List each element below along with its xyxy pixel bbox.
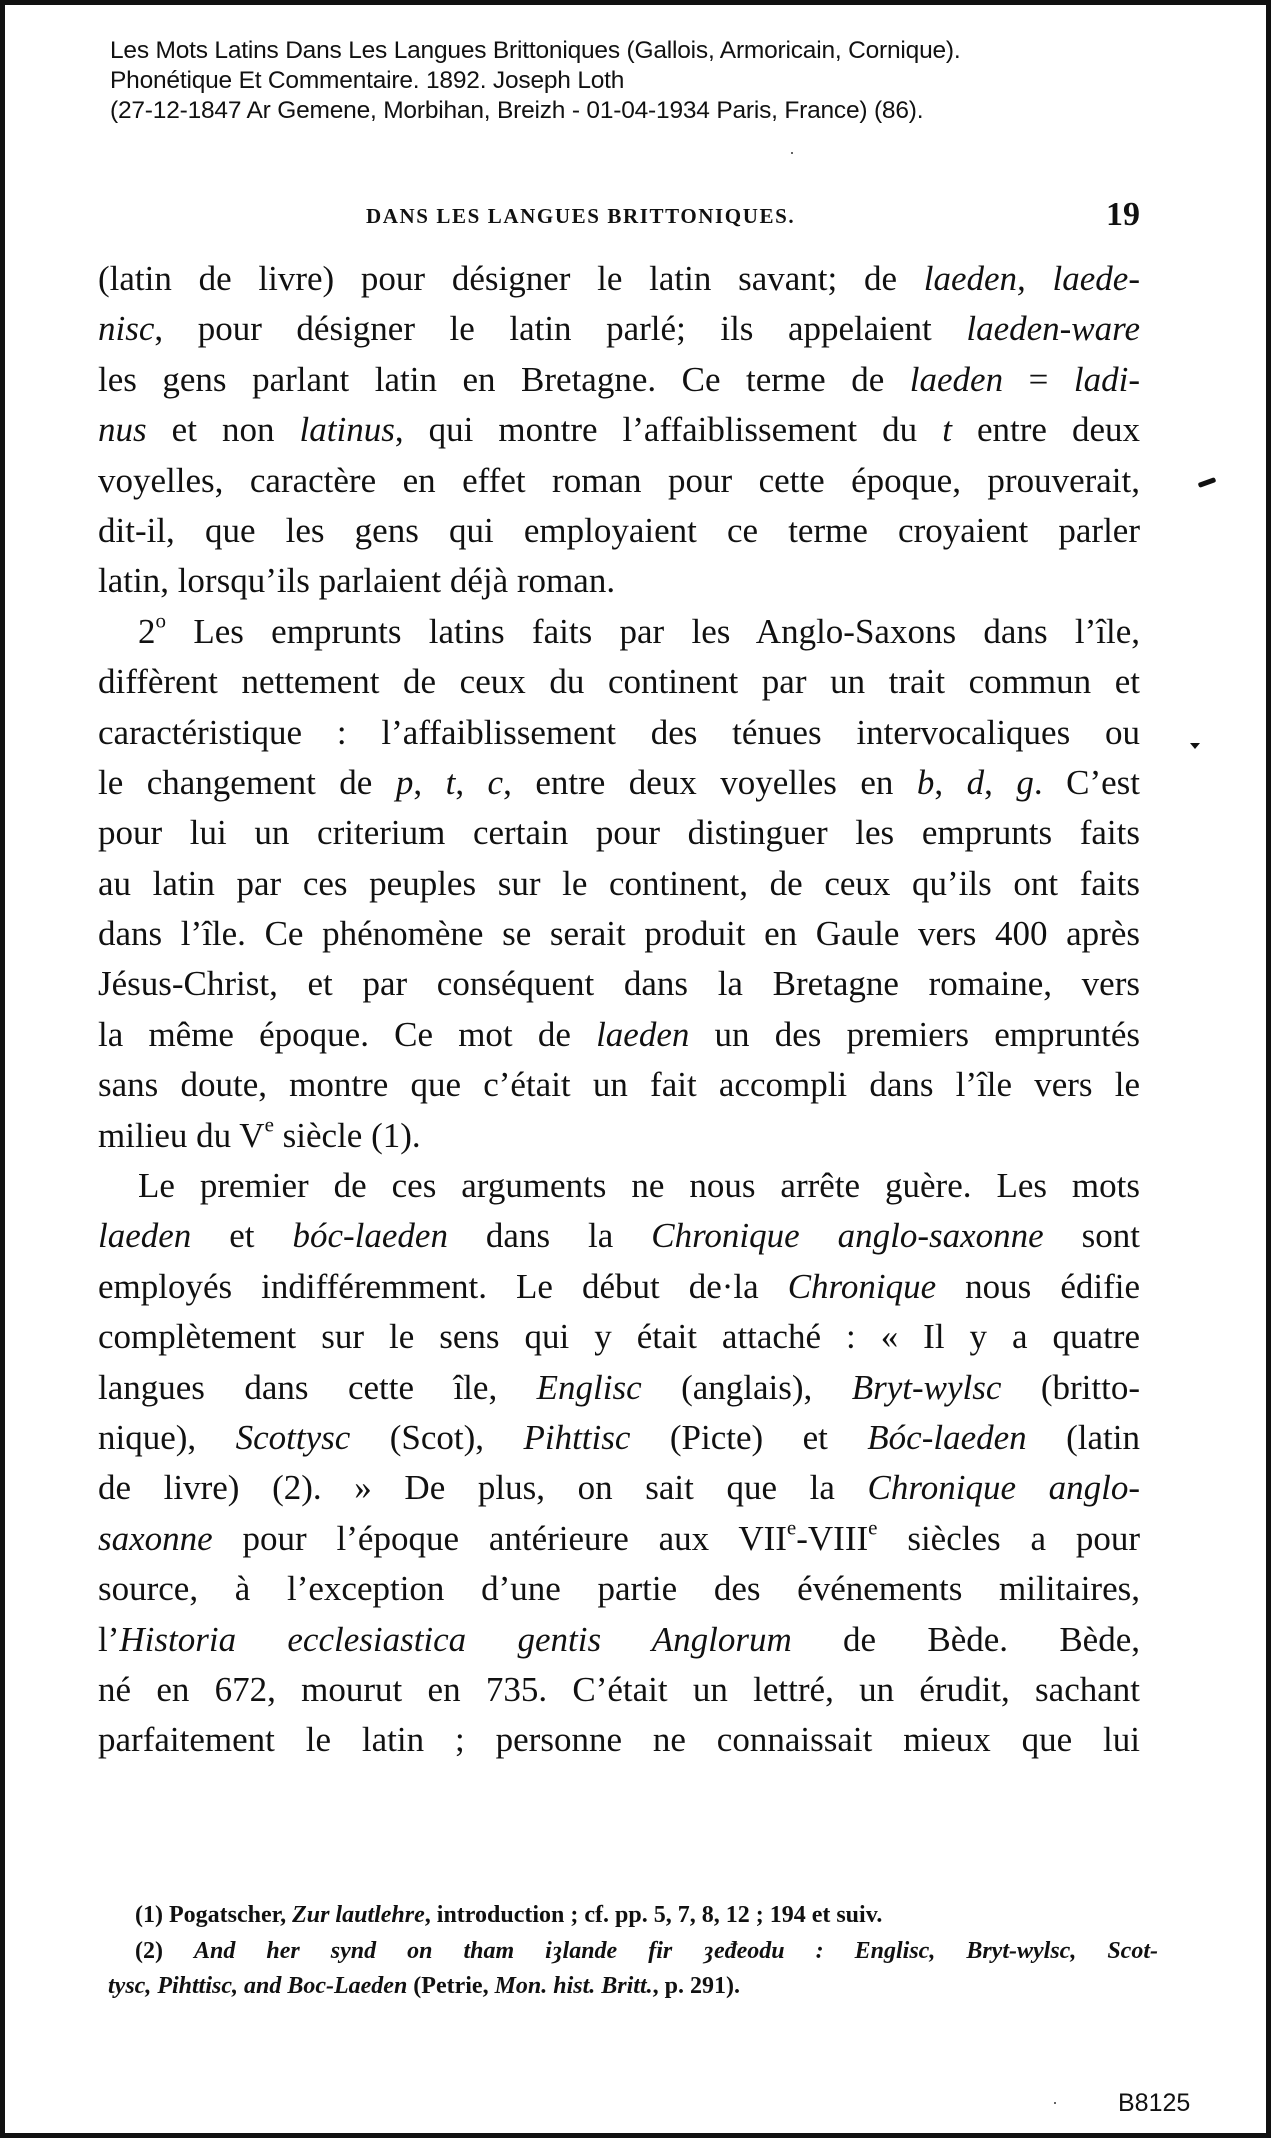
paragraph-start-line: Le premier de ces arguments ne nous arrête guère. Les mots bbox=[138, 1166, 1140, 1206]
text-run: (britto- bbox=[1001, 1367, 1140, 1407]
superscript: o bbox=[155, 607, 166, 632]
italic-text: b bbox=[916, 762, 935, 802]
text-run: , bbox=[413, 762, 446, 802]
text-run: , qui montre l’affaiblissement du bbox=[394, 410, 943, 450]
italic-text: laeden, laede- bbox=[923, 259, 1140, 298]
text-run: l’ bbox=[98, 1619, 120, 1659]
text-line: dans l’île. Ce phénomène se serait produit en Gaule vers 400 après bbox=[98, 914, 1140, 954]
text-line bbox=[98, 1413, 1140, 1463]
text-run: et non bbox=[146, 410, 300, 450]
text-line bbox=[98, 355, 1140, 405]
text-run: , pour désigner le latin parlé; ils appelaient bbox=[154, 309, 967, 349]
text-line bbox=[98, 1262, 1140, 1312]
italic-text: nus bbox=[98, 410, 147, 450]
text-run: . C’est bbox=[1033, 762, 1141, 802]
italic-text: latinus bbox=[299, 410, 395, 450]
body-text bbox=[98, 254, 1140, 1766]
italic-text: tysc, Pihttisc, and Boc-Laeden bbox=[108, 1973, 408, 1999]
text-line: sans doute, montre que c’était un fait accompli dans l’île vers le bbox=[98, 1065, 1140, 1105]
italic-text: t bbox=[445, 762, 456, 802]
italic-text: laeden bbox=[909, 359, 1004, 399]
text-line: diffèrent nettement de ceux du continent par un trait commun et bbox=[98, 662, 1140, 702]
italic-text: Mon. hist. Britt. bbox=[494, 1973, 653, 1999]
italic-text: Historia ecclesiastica gentis Anglorum bbox=[119, 1619, 792, 1659]
text-run: (latin bbox=[1026, 1417, 1140, 1457]
text-run: (Picte) et bbox=[630, 1417, 868, 1457]
text-run: un des premiers empruntés bbox=[689, 1014, 1140, 1054]
text-run: 2 bbox=[138, 611, 156, 651]
text-line: caractéristique : l’affaiblissement des ténues intervocaliques ou bbox=[98, 712, 1140, 752]
text-run: (Scot), bbox=[350, 1417, 524, 1457]
text-line: voyelles, caractère en effet roman pour cette époque, prouverait, bbox=[98, 460, 1140, 500]
text-run: la même époque. Ce mot de bbox=[98, 1014, 597, 1054]
text-line bbox=[98, 1010, 1140, 1060]
text-line bbox=[98, 1111, 1140, 1161]
running-head bbox=[98, 196, 1140, 236]
text-run: langues dans cette île, bbox=[98, 1367, 537, 1407]
italic-text: laeden bbox=[596, 1014, 690, 1054]
text-run: -VIII bbox=[796, 1518, 869, 1558]
citation-line: (27-12-1847 Ar Gemene, Morbihan, Breizh - 01-04-1934 Paris, France) (86). bbox=[110, 97, 924, 124]
citation-line: Phonétique Et Commentaire. 1892. Joseph Loth bbox=[110, 67, 625, 94]
text-run: (1) Pogatscher, bbox=[135, 1902, 293, 1928]
margin-tick-mark bbox=[1190, 743, 1200, 749]
citation-line: Les Mots Latins Dans Les Langues Brittoniques (Gallois, Armoricain, Cornique). bbox=[110, 37, 961, 64]
italic-text: bóc-laeden bbox=[292, 1216, 448, 1256]
text-run: , bbox=[984, 762, 1017, 802]
italic-text: Bóc-laeden bbox=[867, 1417, 1027, 1457]
italic-text: Scottysc bbox=[235, 1417, 351, 1457]
text-run: dans la bbox=[447, 1216, 652, 1256]
text-line bbox=[98, 1463, 1140, 1513]
italic-text: Pihttisc bbox=[523, 1417, 631, 1457]
text-run: entre deux bbox=[951, 410, 1141, 450]
text-line: parfaitement le latin ; personne ne connaissait mieux que lui bbox=[98, 1720, 1140, 1760]
text-run: pour l’époque antérieure aux VII bbox=[212, 1518, 787, 1558]
text-run: = bbox=[1003, 359, 1074, 399]
text-run: sont bbox=[1043, 1216, 1140, 1256]
footnote-2-continued bbox=[108, 1969, 1158, 2005]
text-line: Jésus-Christ, et par conséquent dans la Bretagne romaine, vers bbox=[98, 964, 1140, 1004]
text-line bbox=[98, 304, 1140, 354]
text-run: siècles a pour bbox=[877, 1518, 1140, 1558]
text-run: , bbox=[455, 762, 488, 802]
text-run: de Bède. Bède, bbox=[791, 1619, 1140, 1659]
scan-speck bbox=[1054, 2102, 1056, 2104]
text-run: et bbox=[191, 1216, 293, 1256]
text-run: de livre) (2). » De plus, on sait que la bbox=[98, 1468, 868, 1508]
text-line bbox=[98, 758, 1140, 808]
text-run: le changement de bbox=[98, 762, 396, 802]
text-run: nique), bbox=[98, 1417, 236, 1457]
citation-header bbox=[110, 36, 1190, 126]
italic-text: laeden bbox=[98, 1216, 192, 1256]
catalog-id: B8125 bbox=[1118, 2089, 1191, 2117]
text-line bbox=[98, 1211, 1140, 1261]
scan-speck bbox=[791, 152, 793, 154]
text-line bbox=[98, 1615, 1140, 1665]
italic-text: p bbox=[395, 762, 414, 802]
text-run: (Petrie, bbox=[407, 1973, 495, 1999]
italic-text: d bbox=[966, 762, 985, 802]
text-run: nous édifie bbox=[936, 1266, 1140, 1306]
italic-text: t bbox=[942, 410, 952, 450]
text-line: au latin par ces peuples sur le continent, de ceux qu’ils ont faits bbox=[98, 863, 1140, 903]
italic-text: ladi- bbox=[1073, 359, 1140, 399]
text-run: , entre deux voyelles en bbox=[503, 762, 917, 802]
superscript: e bbox=[868, 1515, 878, 1540]
text-run: milieu du V bbox=[98, 1115, 265, 1155]
text-run: Les emprunts latins faits par les Anglo-Saxons dans l’île, bbox=[166, 611, 1140, 651]
text-line: complètement sur le sens qui y était attaché : « Il y a quatre bbox=[98, 1317, 1140, 1357]
running-head-title: DANS LES LANGUES BRITTONIQUES. bbox=[366, 204, 796, 228]
italic-text: saxonne bbox=[98, 1518, 213, 1558]
text-line: latin, lorsqu’ils parlaient déjà roman. bbox=[98, 561, 616, 601]
text-run: , bbox=[934, 762, 967, 802]
italic-text: Zur lautlehre bbox=[292, 1902, 425, 1928]
text-run: , introduction ; cf. pp. 5, 7, 8, 12 ; 194 et suiv. bbox=[424, 1902, 883, 1928]
italic-text: nisc bbox=[98, 309, 155, 349]
italic-text: Chronique anglo- bbox=[867, 1468, 1140, 1508]
superscript: e bbox=[786, 1515, 797, 1540]
text-line: source, à l’exception d’une partie des événements militaires, bbox=[98, 1569, 1140, 1609]
italic-text: laeden-ware bbox=[966, 309, 1140, 349]
text-line: né en 672, mourut en 735. C’était un lettré, un érudit, sachant bbox=[98, 1669, 1140, 1709]
text-run: employés indifféremment. Le début de·la bbox=[98, 1266, 788, 1306]
text-line: pour lui un criterium certain pour distinguer les emprunts faits bbox=[98, 813, 1140, 853]
superscript: e bbox=[264, 1111, 274, 1136]
italic-text: c bbox=[487, 762, 504, 802]
text-run: (2) bbox=[135, 1937, 194, 1964]
text-run: siècle (1). bbox=[273, 1115, 421, 1155]
text-run: les gens parlant latin en Bretagne. Ce terme de bbox=[98, 359, 910, 399]
text-line bbox=[98, 1514, 1140, 1564]
italic-text: Bryt-wylsc bbox=[851, 1367, 1002, 1407]
footnotes bbox=[108, 1898, 1158, 2005]
paragraph-start-line bbox=[98, 607, 1140, 657]
text-line bbox=[98, 254, 1140, 304]
text-run: (anglais), bbox=[641, 1367, 852, 1407]
text-run: (latin de livre) pour désigner le latin savant; de bbox=[98, 259, 924, 298]
italic-text: Englisc bbox=[536, 1367, 642, 1407]
page-number: 19 bbox=[1106, 196, 1140, 233]
italic-text: Chronique anglo-saxonne bbox=[651, 1216, 1044, 1256]
text-line bbox=[98, 1363, 1140, 1413]
italic-text: g bbox=[1016, 762, 1034, 802]
italic-text: And her synd on tham iȝlande fir ȝeđeodu : Englisc, Bryt-wylsc, Scot- bbox=[194, 1937, 1158, 1964]
text-line bbox=[98, 405, 1140, 455]
italic-text: Chronique bbox=[787, 1266, 937, 1306]
text-run: , p. 291). bbox=[652, 1973, 740, 1999]
footnote-2 bbox=[108, 1934, 1158, 1970]
footnote-1 bbox=[108, 1898, 1158, 1934]
text-line: dit-il, que les gens qui employaient ce terme croyaient parler bbox=[98, 510, 1140, 550]
